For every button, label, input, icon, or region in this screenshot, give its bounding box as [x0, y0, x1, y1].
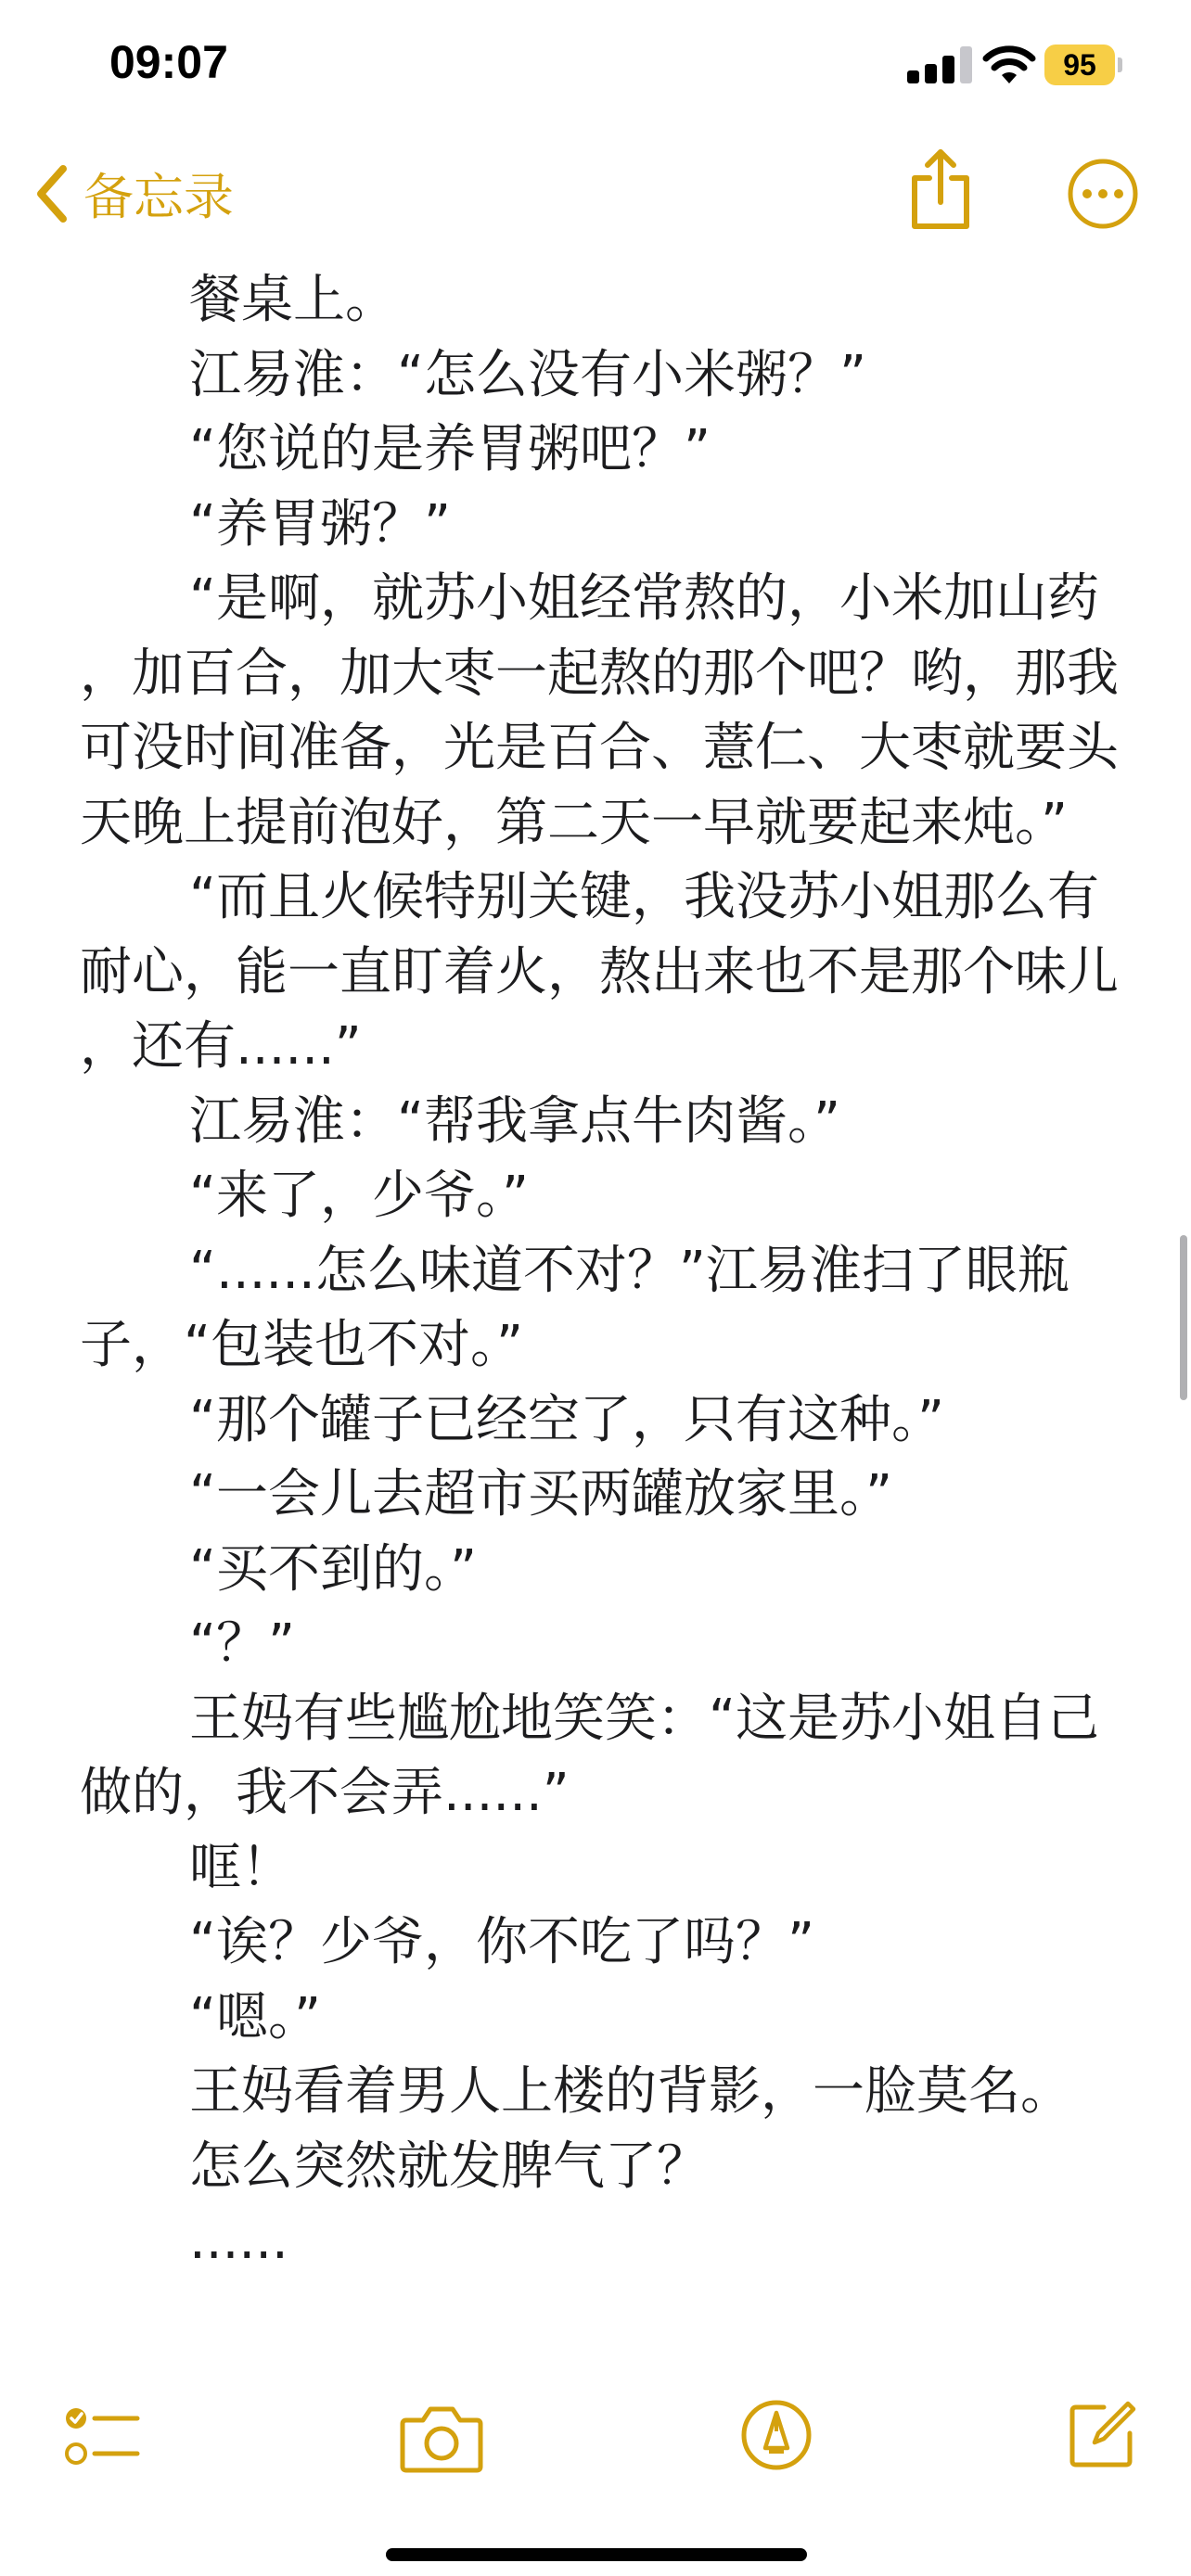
- camera-icon[interactable]: [399, 2402, 484, 2474]
- scroll-indicator[interactable]: [1180, 1235, 1187, 1400]
- note-paragraph: “而且火候特别关键，我没苏小姐那么有耐心，能一直盯着火，熬出来也不是那个味儿，还有......”: [80, 867, 1119, 1077]
- note-paragraph: “养胃粥？”: [189, 493, 452, 555]
- note-paragraph: “您说的是养胃粥吧？”: [189, 419, 711, 479]
- share-icon[interactable]: [907, 147, 974, 232]
- wifi-icon: [981, 43, 1037, 85]
- status-bar: [0, 0, 1191, 130]
- checklist-icon[interactable]: [63, 2402, 141, 2480]
- note-paragraph: “一会儿去超市买两罐放家里。”: [189, 1464, 893, 1524]
- back-button-label: 备忘录: [83, 168, 234, 226]
- back-button[interactable]: [33, 158, 234, 229]
- note-paragraph: “嗯。”: [189, 1986, 322, 2047]
- note-paragraph: 哐！: [189, 1837, 293, 1898]
- note-paragraph: 江易淮：“帮我拿点牛肉酱。”: [189, 1090, 841, 1152]
- note-paragraph: “买不到的。”: [189, 1538, 478, 1600]
- navigation-bar: [0, 139, 1191, 250]
- cellular-signal-icon: [907, 46, 974, 83]
- note-paragraph: ......: [189, 2211, 288, 2271]
- bottom-toolbar: [0, 2365, 1191, 2504]
- note-paragraph: 怎么突然就发脾气了？: [189, 2136, 709, 2197]
- markup-pen-icon[interactable]: [739, 2398, 813, 2472]
- note-paragraph: “那个罐子已经空了，只有这种。”: [189, 1389, 945, 1450]
- note-paragraph: “是啊，就苏小姐经常熬的，小米加山药，加百合，加大枣一起熬的那个吧？哟，那我可没时间准备，光是百合、薏仁、大枣就要头天晚上提前泡好，第二天一早就要起来炖。”: [80, 568, 1119, 853]
- note-paragraph: 王妈看着男人上楼的背影，一脸莫名。: [189, 2061, 1072, 2122]
- note-paragraph: 餐桌上。: [189, 270, 397, 330]
- note-paragraph: “......怎么味道不对？”江易淮扫了眼瓶子，“包装也不对。”: [80, 1240, 1069, 1375]
- note-body[interactable]: [80, 263, 1119, 2279]
- note-paragraph: “？”: [189, 1613, 296, 1674]
- note-paragraph: 王妈有些尴尬地笑笑：“这是苏小姐自己做的，我不会弄......”: [80, 1688, 1100, 1823]
- compose-icon[interactable]: [1067, 2398, 1139, 2470]
- note-paragraph: 江易淮：“怎么没有小米粥？”: [189, 344, 867, 405]
- note-paragraph: “诶？少爷，你不吃了吗？”: [189, 1912, 815, 1972]
- battery-level: 95: [1044, 45, 1115, 85]
- note-paragraph: “来了，少爷。”: [189, 1166, 530, 1226]
- battery-tip: [1118, 57, 1122, 72]
- chevron-left-icon: [33, 161, 70, 226]
- status-time: 09:07: [109, 36, 228, 88]
- battery-indicator: [1044, 45, 1122, 85]
- ellipsis-circle-icon[interactable]: [1067, 158, 1139, 230]
- home-indicator[interactable]: [386, 2548, 807, 2561]
